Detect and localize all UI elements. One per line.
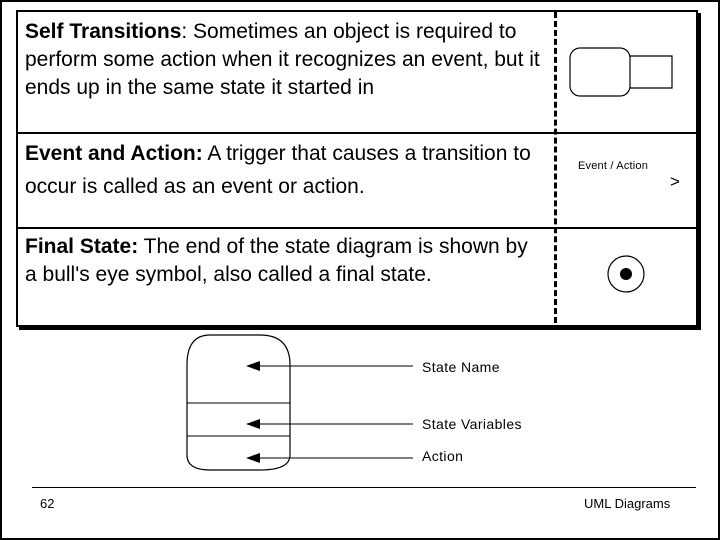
self-transitions-text: [25, 18, 545, 102]
state-variables-arrowhead: [246, 419, 260, 429]
final-state-term: Final State:: [25, 235, 139, 258]
callout-state-name: State Name: [422, 359, 500, 375]
self-loop-arrow: [630, 56, 672, 88]
page-number: 62: [40, 496, 55, 511]
row-divider-2: [16, 227, 696, 229]
state-structure-diagram: [180, 330, 430, 475]
final-state-definition: The end of the state diagram is shown by a bull's eye symbol, also called a final state.: [25, 235, 528, 286]
final-state-text: [25, 233, 545, 289]
final-state-inner-dot: [620, 268, 632, 280]
state-name-arrowhead: [246, 361, 260, 371]
self-transitions-separator: :: [181, 20, 188, 43]
callout-state-variables: State Variables: [422, 416, 522, 432]
self-transitions-definition: Sometimes an object is required to perform some action when it recognizes an event, but it ends up in the same state it started in: [25, 20, 540, 99]
event-arrowhead: >: [670, 172, 680, 191]
action-arrowhead: [246, 453, 260, 463]
self-transition-icon: [568, 44, 678, 100]
event-action-definition: A trigger that causes a transition to occur is called as an event or action.: [25, 142, 531, 198]
state-box: [570, 48, 630, 96]
row-divider-1: [16, 132, 696, 134]
final-state-icon: [603, 253, 649, 299]
event-action-term: Event and Action:: [25, 142, 203, 165]
event-action-label: Event / Action: [578, 160, 649, 172]
event-action-text: [25, 137, 545, 203]
footer-divider: [32, 487, 696, 488]
callout-action: Action: [422, 448, 464, 464]
column-divider: [554, 12, 557, 323]
footer-title: UML Diagrams: [584, 496, 671, 511]
self-transitions-term: Self Transitions: [25, 20, 182, 43]
